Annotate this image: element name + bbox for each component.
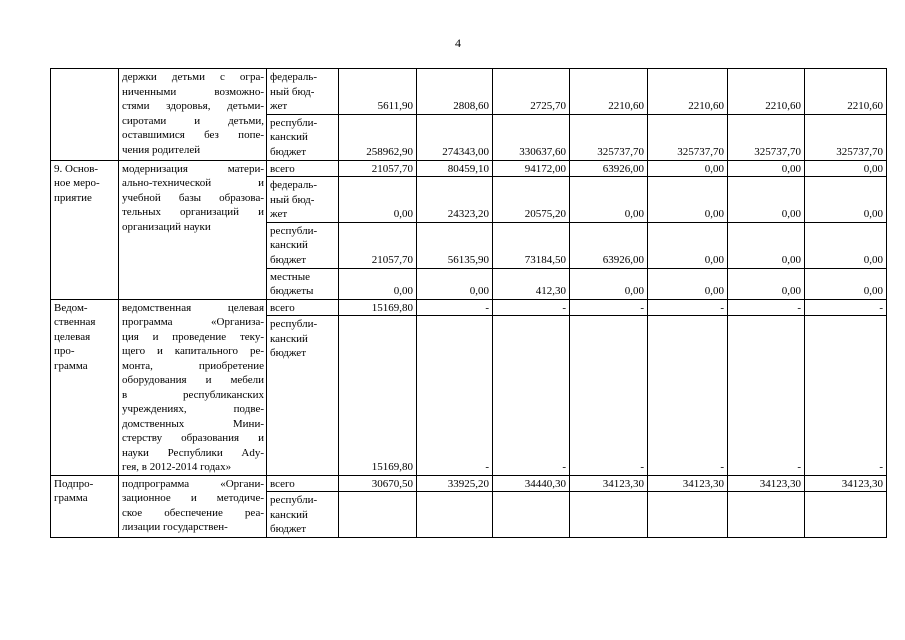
measure-description-line: монта, приобретение: [122, 359, 264, 372]
year-value-cell: 325737,70: [648, 114, 728, 160]
funding-source-line: республи-: [270, 224, 318, 237]
year-value-cell: 34123,30: [728, 475, 805, 492]
measure-description-line: чения родителей: [122, 143, 201, 156]
year-value-cell: -: [493, 316, 570, 475]
funding-source-line: канский: [270, 131, 308, 143]
program-type-cell: [51, 475, 119, 538]
year-value-cell: 20575,20: [493, 177, 570, 223]
program-type-cell: [51, 69, 119, 161]
measure-description-line: гея, в 2012-2014 годах»: [122, 461, 232, 473]
year-value-cell: 2725,70: [493, 69, 570, 115]
year-value-cell: [417, 492, 493, 538]
year-value-cell: 34123,30: [570, 475, 648, 492]
year-value-cell: -: [417, 299, 493, 316]
year-value-cell: 34123,30: [805, 475, 887, 492]
year-value-cell: [570, 492, 648, 538]
year-value-cell: 325737,70: [805, 114, 887, 160]
table-row: [51, 69, 887, 115]
funding-source-line: республи-: [270, 494, 318, 506]
year-value-cell: -: [570, 316, 648, 475]
year-value-cell: 0,00: [648, 222, 728, 268]
year-value-cell: 63926,00: [570, 160, 648, 177]
funding-source-cell: [267, 69, 339, 115]
year-value-cell: 24323,20: [417, 177, 493, 223]
measure-description-line: подпрограмма «Органи-: [122, 477, 264, 490]
program-type-line: 9. Основ-: [54, 162, 99, 175]
program-type-cell: [51, 160, 119, 299]
year-value-cell: 21057,70: [339, 222, 417, 268]
funding-source-cell: [267, 475, 339, 492]
table-row: [51, 160, 887, 177]
year-value-cell: 33925,20: [417, 475, 493, 492]
year-value-cell: -: [805, 316, 887, 475]
funding-source-cell: [267, 222, 339, 268]
year-value-cell: 0,00: [805, 268, 887, 299]
year-value-cell: [648, 492, 728, 538]
funding-source-line: всего: [270, 477, 295, 490]
year-value-cell: 5611,90: [339, 69, 417, 115]
page-number: 4: [455, 36, 461, 50]
funding-source-line: ный бюд-: [270, 85, 315, 98]
measure-description-line: стерству образования и: [122, 432, 264, 444]
measure-description-line: оставшимися без попе-: [122, 129, 264, 141]
year-value-cell: 330637,60: [493, 114, 570, 160]
year-value-cell: [805, 492, 887, 538]
funding-source-cell: [267, 299, 339, 316]
table-row: [51, 475, 887, 492]
year-value-cell: 258962,90: [339, 114, 417, 160]
year-value-cell: 94172,00: [493, 160, 570, 177]
measure-description-line: ведомственная целевая: [122, 301, 264, 314]
year-value-cell: 2210,60: [570, 69, 648, 115]
measure-description-cell: [119, 69, 267, 161]
measure-description-line: ское обеспечение реа-: [122, 506, 264, 519]
funding-source-cell: [267, 177, 339, 223]
year-value-cell: 325737,70: [728, 114, 805, 160]
measure-description-line: оборудования и мебели: [122, 374, 264, 386]
measure-description-line: тельных организаций и: [122, 206, 264, 218]
measure-description-cell: [119, 299, 267, 475]
year-value-cell: 15169,80: [339, 316, 417, 475]
table-row: [51, 299, 887, 316]
year-value-cell: 63926,00: [570, 222, 648, 268]
year-value-cell: 0,00: [805, 222, 887, 268]
measure-description-cell: [119, 475, 267, 538]
year-value-cell: 0,00: [339, 268, 417, 299]
year-value-cell: 2210,60: [805, 69, 887, 115]
funding-source-line: жет: [270, 208, 288, 220]
year-value-cell: 0,00: [805, 160, 887, 177]
funding-source-line: бюджеты: [270, 285, 314, 297]
year-value-cell: -: [648, 299, 728, 316]
measure-description-line: науки Республики Ady-: [122, 446, 264, 459]
year-value-cell: -: [728, 299, 805, 316]
measure-description-line: держки детьми с огра-: [122, 71, 264, 83]
measure-description-line: учреждениях, подве-: [122, 403, 264, 415]
measure-description-line: модернизация матери-: [122, 162, 264, 175]
year-value-cell: -: [728, 316, 805, 475]
year-value-cell: 0,00: [805, 177, 887, 223]
funding-source-cell: [267, 316, 339, 475]
measure-description-line: ально-технической и: [122, 177, 264, 189]
program-type-line: грамма: [54, 492, 88, 504]
funding-source-line: канский: [270, 508, 308, 521]
year-value-cell: 73184,50: [493, 222, 570, 268]
funding-source-cell: [267, 268, 339, 299]
year-value-cell: 0,00: [728, 222, 805, 268]
year-value-cell: 30670,50: [339, 475, 417, 492]
funding-source-line: бюджет: [270, 145, 306, 158]
program-type-line: ное меро-: [54, 177, 100, 189]
year-value-cell: -: [417, 316, 493, 475]
year-value-cell: 0,00: [728, 268, 805, 299]
year-value-cell: 412,30: [493, 268, 570, 299]
funding-source-line: республи-: [270, 116, 318, 129]
measure-description-line: домственных Мини-: [122, 417, 264, 430]
funding-source-line: местные: [270, 270, 310, 283]
year-value-cell: 0,00: [570, 268, 648, 299]
year-value-cell: 0,00: [648, 160, 728, 177]
year-value-cell: [339, 492, 417, 538]
measure-description-line: зационное и методиче-: [122, 492, 264, 504]
year-value-cell: 2210,60: [728, 69, 805, 115]
funding-source-line: бюджет: [270, 523, 306, 535]
year-value-cell: 80459,10: [417, 160, 493, 177]
year-value-cell: 0,00: [648, 177, 728, 223]
program-type-line: приятие: [54, 191, 92, 204]
year-value-cell: 325737,70: [570, 114, 648, 160]
year-value-cell: 56135,90: [417, 222, 493, 268]
year-value-cell: 15169,80: [339, 299, 417, 316]
funding-source-line: бюджет: [270, 253, 306, 266]
funding-source-line: канский: [270, 239, 308, 251]
program-type-line: Подпро-: [54, 477, 94, 490]
funding-source-line: бюджет: [270, 347, 306, 360]
program-type-line: про-: [54, 345, 75, 357]
funding-source-line: федераль-: [270, 71, 317, 83]
program-type-cell: [51, 299, 119, 475]
year-value-cell: 2808,60: [417, 69, 493, 115]
year-value-cell: -: [648, 316, 728, 475]
program-type-line: целевая: [54, 330, 91, 343]
year-value-cell: 0,00: [417, 268, 493, 299]
year-value-cell: 34440,30: [493, 475, 570, 492]
year-value-cell: 2210,60: [648, 69, 728, 115]
funding-source-line: канский: [270, 332, 308, 345]
measure-description-line: программа «Организа-: [122, 316, 264, 328]
year-value-cell: 0,00: [648, 268, 728, 299]
year-value-cell: 0,00: [728, 160, 805, 177]
funding-source-line: всего: [270, 301, 295, 314]
year-value-cell: -: [570, 299, 648, 316]
measure-description-cell: [119, 160, 267, 299]
funding-source-cell: [267, 492, 339, 538]
measure-description-line: щего и капитального ре-: [122, 345, 264, 357]
program-type-line: Ведом-: [54, 301, 88, 314]
funding-source-line: всего: [270, 162, 295, 175]
funding-source-line: ный бюд-: [270, 193, 315, 206]
year-value-cell: 274343,00: [417, 114, 493, 160]
year-value-cell: -: [493, 299, 570, 316]
year-value-cell: 0,00: [728, 177, 805, 223]
year-value-cell: [493, 492, 570, 538]
measure-description-line: ниченными возможно-: [122, 85, 264, 98]
measure-description-line: организаций науки: [122, 220, 211, 233]
measure-description-line: в республиканских: [122, 388, 264, 401]
program-type-line: грамма: [54, 359, 88, 372]
year-value-cell: 0,00: [339, 177, 417, 223]
measure-description-line: стями здоровья, детьми-: [122, 100, 264, 112]
budget-table: [50, 68, 887, 538]
year-value-cell: 0,00: [570, 177, 648, 223]
measure-description-line: лизации государствен-: [122, 521, 228, 533]
year-value-cell: -: [805, 299, 887, 316]
year-value-cell: 21057,70: [339, 160, 417, 177]
measure-description-line: ция и проведение теку-: [122, 330, 264, 343]
funding-source-cell: [267, 114, 339, 160]
year-value-cell: [728, 492, 805, 538]
measure-description-line: учебной базы образова-: [122, 191, 264, 204]
year-value-cell: 34123,30: [648, 475, 728, 492]
funding-source-line: республи-: [270, 318, 318, 331]
measure-description-line: сиротами и детьми,: [122, 114, 264, 127]
program-type-line: ственная: [54, 316, 96, 328]
funding-source-line: жет: [270, 100, 288, 112]
funding-source-cell: [267, 160, 339, 177]
funding-source-line: федераль-: [270, 179, 317, 191]
